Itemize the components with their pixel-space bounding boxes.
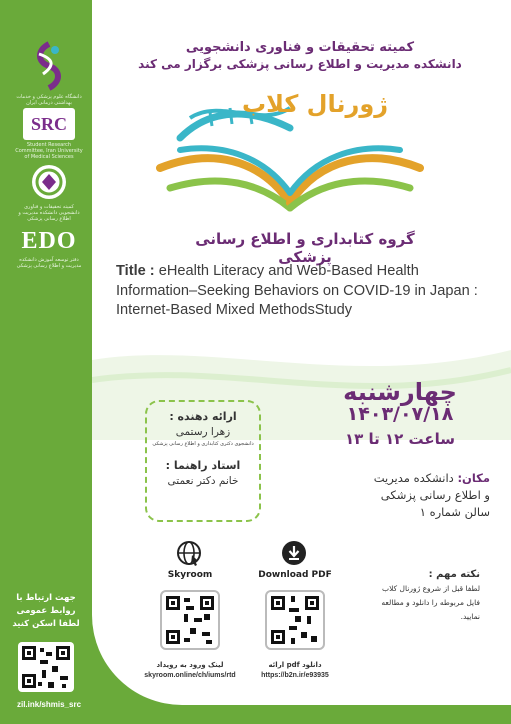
skyroom-label: Skyroom [167,570,213,580]
event-location [300,470,490,521]
note-line2: فایل مربوطه را دانلود و مطالعه [381,598,480,607]
sidebar-contact-line3: لطفا اسکن کنید [12,619,80,629]
department-title: گروه کتابداری و اطلاع رسانی پزشکی [195,230,415,266]
presenter-role: دانشجوی دکتری کتابداری و اطلاع رسانی پزشکی [152,441,254,447]
edo-logo [14,228,84,269]
important-note [360,568,480,624]
note-line1: لطفا قبل از شروع ژورنال کلاب [382,584,480,593]
brand-title: ژورنال کلاب [242,90,389,118]
committee-emblem-icon [29,162,69,202]
qr-code-icon [162,592,218,648]
sidebar-contact-line2: روابط عمومی [16,606,76,616]
advisor-name: خانم دکتر نعمتی [167,475,239,487]
edo-logo-mark: EDO [21,228,77,254]
talk-title-prefix: Title : [116,263,155,279]
advisor-label: استاد راهنما : [165,459,241,472]
sidebar-qr-code[interactable] [18,642,74,692]
university-emblem-icon [29,40,69,92]
committee-logo-caption: کمیته تحقیقات و فناوری دانشجویی دانشکده مدیریت و اطلاع رسانی پزشکی [18,204,80,222]
presenter-label: ارائه دهنده : [169,410,237,423]
pdf-caption-fa: دانلود pdf ارائه [268,661,322,669]
presenter-name: زهرا رستمی [175,426,231,438]
location-line1: دانشکده مدیریت [373,471,458,485]
src-logo [14,108,84,160]
sidebar-contact-text [6,592,86,631]
sidebar-contact-line1: جهت ارتباط با [16,593,76,603]
pdf-url[interactable]: https://b2n.ir/e93935 [261,672,329,679]
qr-code-icon [267,592,323,648]
presenter-card [145,400,261,522]
header-line-2: دانشکده مدیریت و اطلاع رسانی پزشکی برگزار می کند [138,57,462,71]
event-time: ساعت ۱۲ تا ۱۳ [344,430,456,448]
skyroom-url[interactable]: skyroom.online/ch/iums/rtd [144,672,236,679]
note-line3: نمایید. [460,612,480,621]
skyroom-qr-code[interactable] [160,590,220,650]
note-heading: نکته مهم : [428,569,480,580]
edo-logo-caption: دفتر توسعه آموزش دانشکده مدیریت و اطلاع رسانی پزشکی [16,257,82,269]
src-logo-caption: Student Research Committee, Iran University of Medical Sciences [15,142,83,160]
talk-title-text: eHealth Literacy and Web-Based Health Information–Seeking Behaviors on COVID-19 in Japan : Internet-Based Mixed MethodsStudy [116,263,478,318]
header-line-1: کمیته تحقیقات و فناوری دانشجویی [185,40,415,55]
skyroom-caption-fa: لینک ورود به رویداد [156,661,224,669]
research-committee-logo [14,162,84,222]
pdf-caption [245,661,345,670]
skyroom-caption [140,661,240,670]
download-pdf-label: Download PDF [258,570,332,580]
download-icon [281,540,307,566]
university-logo [14,40,84,106]
location-label: مکان: [457,471,490,485]
pdf-qr-code[interactable] [265,590,325,650]
event-date: ۱۴۰۳/۰۷/۱۸ [346,403,454,425]
src-logo-mark: SRC [23,108,75,140]
location-line3: سالن شماره ۱ [419,505,490,519]
talk-title [116,262,496,321]
location-line2: و اطلاع رسانی پزشکی [380,488,490,502]
qr-code-icon [18,642,74,692]
sidebar-url[interactable]: zil.ink/shmis_src [16,700,82,709]
globe-icon [176,540,202,566]
university-logo-caption: دانشگاه علوم پزشکی و خدمات بهداشتی درمانی ایران [16,94,82,106]
event-day: چهارشنبه [343,378,457,406]
